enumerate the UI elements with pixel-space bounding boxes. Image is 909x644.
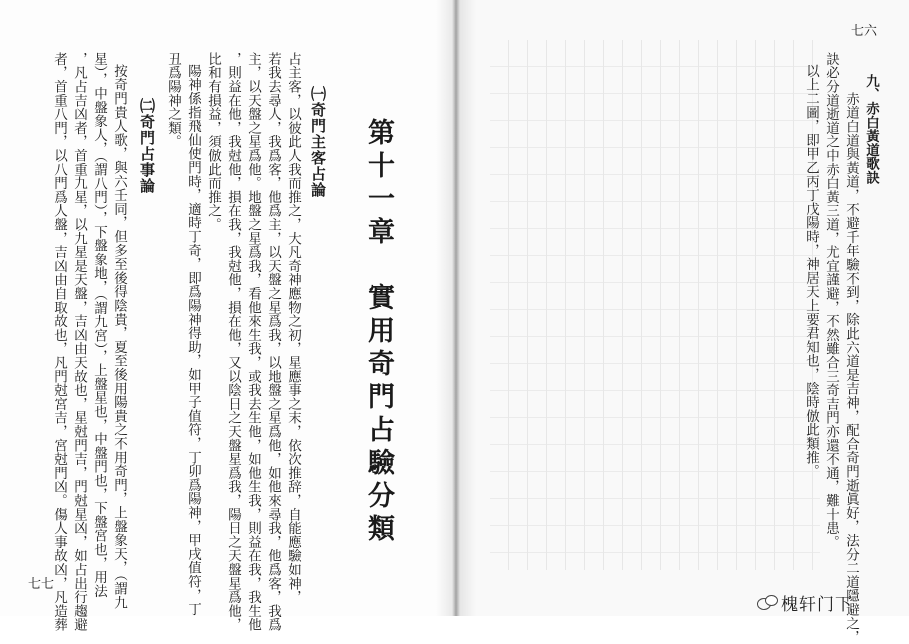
wechat-icon [757, 595, 777, 611]
text-column: ，凡占吉凶者，首重九星，以九星是天盤，吉凶由天故也，星尅門吉，門尅星凶，如占出行趨避 [71, 52, 87, 632]
text-column: 陽神係指飛仙使門時，適時丁奇，即爲陽神得助，如甲子值符，丁卯爲陽神，甲戌值符，丁 [185, 64, 201, 616]
section-heading-roads: 九、赤白黃道歌訣 [863, 74, 879, 185]
text-column: 比和有損益，須倣此而推之。 [205, 52, 221, 232]
text-column: 以上二圖，即甲乙丙丁戊陽時，神居天上要君知也，陰時倣此類推。 [803, 64, 819, 478]
left-page [0, 0, 455, 632]
text-column: 赤道白道與黃道，不避千年驗不到，除此六道是吉神，配合奇門逝眞好，法分二道隱避之， [843, 92, 859, 644]
text-column: 丑爲陽神之類。 [165, 52, 181, 149]
text-column: 星），中盤象人，（謂八門），下盤象地，（謂九宮），上盤星也，中盤門也，下盤宮也，用法 [91, 52, 107, 598]
text-column: 者，首重八門，以八門爲人盤，吉凶由自取故也，凡門尅宮吉，宮尅門凶。傷人事故凶，凡造葬 [51, 52, 67, 632]
section-heading-host-guest: ㈠奇門主客占論 [309, 86, 327, 198]
book-gutter [436, 0, 476, 616]
section-heading-divination: ㈡奇門占事論 [138, 98, 156, 194]
watermark-text: 槐轩门下 [781, 595, 853, 615]
text-column: 占主客，以彼此人我而推之，大凡奇神應物之初，星應事之末，依次推辞，自能應驗如神， [285, 52, 301, 604]
show-through-texture [490, 40, 820, 570]
text-column: 訣必分道逝道之中赤白黃三道，尤宜謹避，不然雖合三奇吉門亦還不通，難十患。 [823, 52, 839, 549]
page-number-right: 七六 [850, 24, 877, 39]
watermark [757, 590, 853, 615]
text-column: 若我去尋人，我爲客，他爲主，以天盤之星爲我，以地盤之星爲他，如他來尋我，他爲客，我爲 [265, 52, 281, 632]
page-number-left: 七七 [28, 577, 55, 592]
text-column: 按奇門貴人歌，與六壬同，但多至後得陰貴，夏至後用陽貴之不用奇門，上盤象天，（謂九 [111, 64, 127, 610]
text-column: 主，以天盤之星爲他。地盤之星爲我，看他來生我，或我去生他，如他生我，則益在我，我生他 [245, 52, 261, 632]
text-column: ，則益在他，我尅他，損在我，我尅他，損在他，又以陰日之天盤星爲我，陽日之天盤星爲他， [225, 52, 241, 632]
chapter-title: 第十一章 實用奇門占驗分類 [363, 118, 394, 547]
